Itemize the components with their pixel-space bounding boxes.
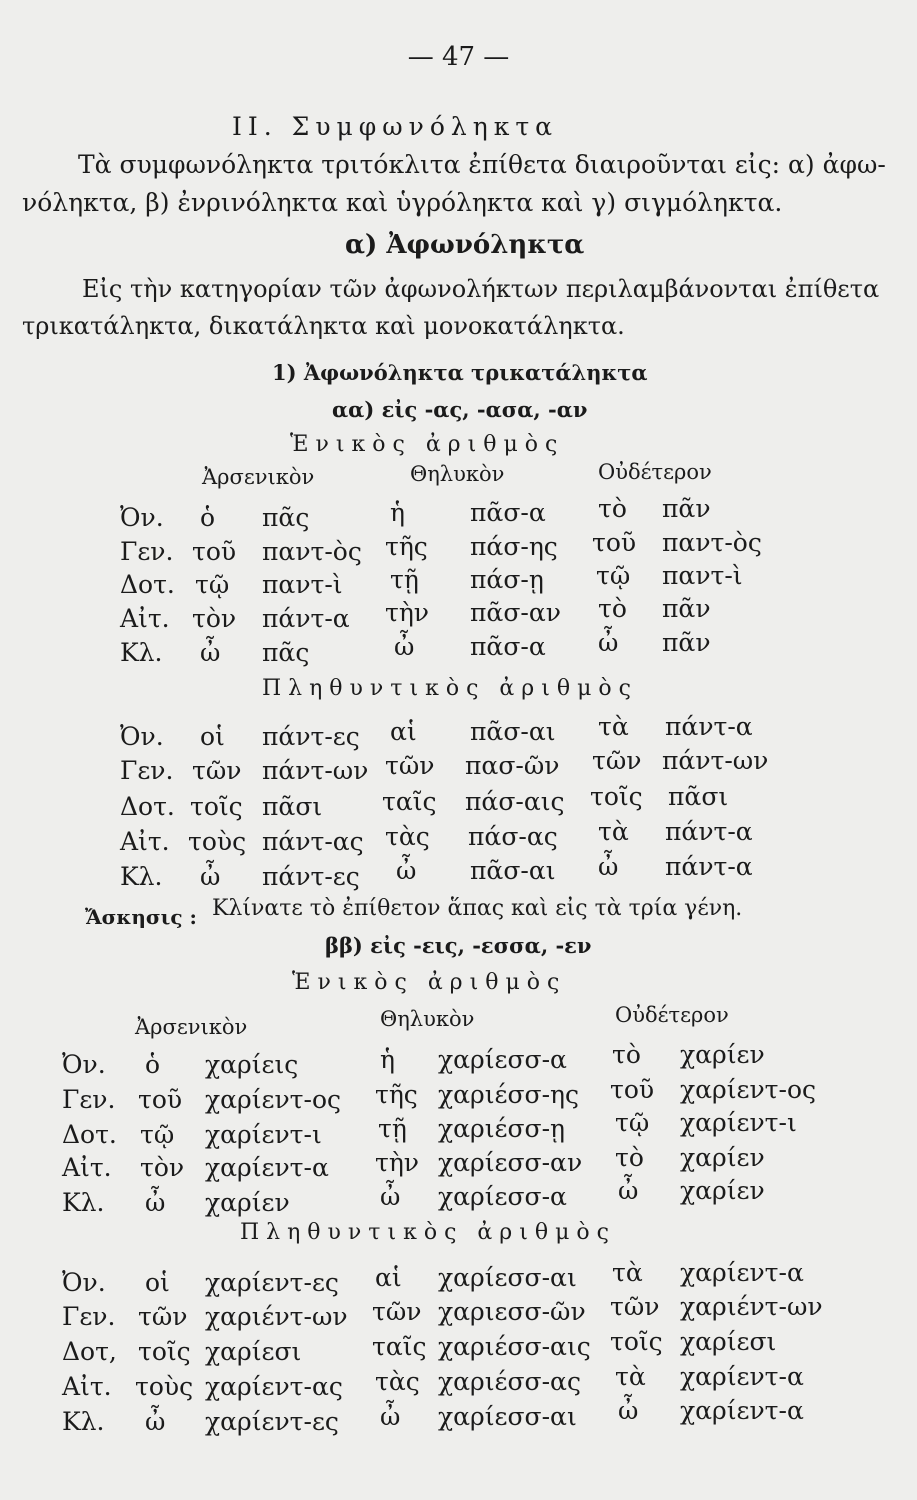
form-fem: πάσ-αις <box>465 787 565 816</box>
article-neut: τὰ <box>612 1258 643 1287</box>
form-fem: χαριέσσ-ας <box>438 1367 581 1396</box>
form-fem: χαριεσσ-ῶν <box>438 1297 586 1326</box>
article-fem: ἡ <box>380 1045 395 1074</box>
article-masc: ὦ <box>200 638 221 667</box>
form-masc: πάντ-ες <box>262 862 360 891</box>
case-label: Αἰτ. <box>62 1153 112 1182</box>
article-neut: τὰ <box>598 817 629 846</box>
article-neut: τῷ <box>596 561 631 590</box>
case-label: Κλ. <box>62 1188 105 1217</box>
article-fem: αἱ <box>375 1263 402 1292</box>
form-fem: πάσ-ης <box>470 532 558 561</box>
article-masc: ὦ <box>145 1407 166 1436</box>
form-neut: πᾶν <box>662 594 711 623</box>
form-neut: παντ-ὶ <box>662 561 743 590</box>
form-masc: χαρίεν <box>205 1188 290 1217</box>
form-neut: πᾶν <box>662 628 711 657</box>
form-masc: χαριέντ-ων <box>205 1302 348 1331</box>
article-neut: ὦ <box>618 1396 639 1425</box>
article-masc: τοὺς <box>188 827 247 856</box>
case-label: Δοτ. <box>120 792 175 821</box>
form-fem: χαρίεσσ-αι <box>438 1402 577 1431</box>
form-neut: πάντ-ων <box>662 746 769 775</box>
form-neut: χαρίεντ-ι <box>680 1108 797 1137</box>
article-fem: τὴν <box>385 598 430 627</box>
case-label: Γεν. <box>120 537 174 566</box>
article-masc: τῶν <box>192 756 242 785</box>
article-neut: τῶν <box>610 1292 660 1321</box>
case-label: Δοτ, <box>62 1337 117 1366</box>
article-fem: ὦ <box>380 1402 401 1431</box>
article-neut: τοῖς <box>610 1327 663 1356</box>
article-fem: τῆς <box>385 532 428 561</box>
form-masc: χαρίεντ-ες <box>205 1407 339 1436</box>
group-bb-gender-neut: Οὐδέτερον <box>615 1003 729 1027</box>
group-aa-singular-label: Ἑνικὸς ἀριθμὸς <box>290 432 565 457</box>
article-fem: ἡ <box>390 498 405 527</box>
article-neut: ὦ <box>598 628 619 657</box>
form-neut: χαρίεντ-α <box>680 1396 804 1425</box>
form-neut: χαρίεντ-α <box>680 1258 804 1287</box>
form-fem: πασ-ῶν <box>465 751 560 780</box>
group-aa-plural-label: Πληθυντικὸς ἀριθμὸς <box>262 676 638 701</box>
article-masc: τῷ <box>195 570 230 599</box>
form-neut: χαρίεντ-α <box>680 1362 804 1391</box>
article-neut: τὸ <box>615 1143 644 1172</box>
group-bb-heading: ββ) εἰς -εις, -εσσα, -εν <box>325 933 592 958</box>
article-fem: τὰς <box>375 1367 420 1396</box>
article-masc: οἱ <box>200 722 225 751</box>
form-neut: χαρίεν <box>680 1143 765 1172</box>
group-aa-gender-masc: Ἀρσενικὸν <box>202 465 315 489</box>
case-label: Δοτ. <box>62 1120 117 1149</box>
article-masc: τὸν <box>192 604 237 633</box>
case-label: Γεν. <box>62 1085 116 1114</box>
exercise-label: Ἄσκησις : <box>85 905 197 929</box>
group-bb-singular-label: Ἑνικὸς ἀριθμὸς <box>292 970 567 995</box>
article-fem: ὦ <box>380 1182 401 1211</box>
form-neut: πάντ-α <box>665 817 753 846</box>
case-label: Γεν. <box>120 756 174 785</box>
form-masc: πᾶς <box>262 638 310 667</box>
article-neut: ὦ <box>618 1176 639 1205</box>
article-fem: ὦ <box>394 632 415 661</box>
form-fem: χαριέσσ-ης <box>438 1080 580 1109</box>
form-fem: χαρίεσσ-αν <box>438 1148 583 1177</box>
form-masc: χαρίεις <box>205 1050 299 1079</box>
group-bb-gender-masc: Ἀρσενικὸν <box>135 1015 248 1039</box>
article-masc: τὸν <box>140 1153 185 1182</box>
form-masc: πάντ-ων <box>262 756 369 785</box>
form-neut: πᾶσι <box>668 782 729 811</box>
case-label: Γεν. <box>62 1302 116 1331</box>
article-masc: ὦ <box>145 1188 166 1217</box>
form-fem: πᾶσ-α <box>470 498 546 527</box>
article-neut: τὸ <box>598 594 627 623</box>
article-neut: τὸ <box>598 494 627 523</box>
form-neut: πᾶν <box>662 494 711 523</box>
form-neut: χαριέντ-ων <box>680 1292 823 1321</box>
case-label: Ὀν. <box>120 503 164 532</box>
article-fem: τὴν <box>375 1148 420 1177</box>
form-fem: χαρίεσσ-αι <box>438 1263 577 1292</box>
form-masc: χαρίεσι <box>205 1337 302 1366</box>
form-neut: χαρίεν <box>680 1040 765 1069</box>
article-masc: ὁ <box>145 1050 161 1079</box>
article-fem: ὦ <box>396 856 417 885</box>
group-bb-gender-fem: Θηλυκὸν <box>380 1007 475 1031</box>
article-neut: τὰ <box>615 1362 646 1391</box>
article-masc: τοῦ <box>138 1085 183 1114</box>
form-neut: χαρίεσι <box>680 1327 777 1356</box>
form-fem: πᾶσ-αι <box>470 856 556 885</box>
intro-line-2: νόληκτα, β) ἐνρινόληκτα καὶ ὑγρόληκτα καὶ γ) σιγμόληκτα. <box>22 188 783 217</box>
article-fem: τῶν <box>372 1297 422 1326</box>
form-masc: παντ-ὶ <box>262 570 343 599</box>
article-fem: τῶν <box>385 751 435 780</box>
form-fem: πάσ-ας <box>468 822 558 851</box>
article-neut: τοῖς <box>590 782 643 811</box>
article-masc: τοῦ <box>192 537 237 566</box>
group-aa-gender-fem: Θηλυκὸν <box>410 462 505 486</box>
article-fem: τῇ <box>390 565 419 594</box>
exercise-text: Κλίνατε τὸ ἐπίθετον ἅπας καὶ εἰς τὰ τρία γένη. <box>212 896 743 921</box>
group-bb-plural-label: Πληθυντικὸς ἀριθμὸς <box>240 1220 616 1245</box>
form-fem: χαρίεσσ-α <box>438 1182 567 1211</box>
article-masc: τῷ <box>140 1120 175 1149</box>
article-masc: τῶν <box>138 1302 188 1331</box>
article-masc: τοῖς <box>138 1337 191 1366</box>
case-label: Κλ. <box>120 862 163 891</box>
article-neut: ὦ <box>598 852 619 881</box>
article-neut: τὰ <box>598 712 629 741</box>
article-fem: τῆς <box>375 1080 418 1109</box>
form-masc: πᾶσι <box>262 792 323 821</box>
form-fem: χαριέσσ-αις <box>438 1332 591 1361</box>
form-neut: πάντ-α <box>665 852 753 881</box>
case-label: Ὀν. <box>62 1268 106 1297</box>
intro-line-1: Τὰ συμφωνόληκτα τριτόκλιτα ἐπίθετα διαιροῦνται εἰς: α) ἀφω- <box>78 150 886 179</box>
article-masc: ὁ <box>200 503 216 532</box>
case-label: Ὀν. <box>120 722 164 751</box>
page-number: — 47 — <box>407 42 510 72</box>
case-label: Κλ. <box>120 638 163 667</box>
form-masc: χαρίεντ-ος <box>205 1085 342 1114</box>
para-a-line-2: τρικατάληκτα, δικατάληκτα καὶ μονοκατάληκτα. <box>22 312 625 340</box>
article-fem: τῇ <box>378 1114 407 1143</box>
form-masc: πᾶς <box>262 503 310 532</box>
article-masc: τοῖς <box>190 792 243 821</box>
form-masc: χαρίεντ-ας <box>205 1372 343 1401</box>
case-label: Αἰτ. <box>120 827 170 856</box>
article-neut: τὸ <box>612 1040 641 1069</box>
form-fem: πᾶσ-αν <box>470 598 561 627</box>
section-title: II. Συμφωνόληκτα <box>232 112 559 141</box>
form-masc: πάντ-ας <box>262 827 364 856</box>
article-fem: ταῖς <box>372 1332 427 1361</box>
form-fem: χαρίεσσ-α <box>438 1045 567 1074</box>
form-masc: παντ-ὸς <box>262 537 362 566</box>
form-fem: χαριέσσ-ῃ <box>438 1114 566 1143</box>
article-masc: τοὺς <box>135 1372 194 1401</box>
article-neut: τοῦ <box>592 528 637 557</box>
heading-1: 1) Ἀφωνόληκτα τρικατάληκτα <box>272 360 648 385</box>
form-neut: χαρίεν <box>680 1176 765 1205</box>
form-fem: πάσ-ῃ <box>470 565 544 594</box>
form-neut: χαρίεντ-ος <box>680 1075 817 1104</box>
form-neut: παντ-ὸς <box>662 528 762 557</box>
article-neut: τῶν <box>592 746 642 775</box>
article-masc: ὦ <box>200 862 221 891</box>
article-neut: τῷ <box>615 1108 650 1137</box>
form-fem: πᾶσ-α <box>470 632 546 661</box>
group-aa-heading: αα) εἰς -ας, -ασα, -αν <box>332 397 588 422</box>
article-masc: οἱ <box>145 1268 170 1297</box>
para-a-line-1: Εἰς τὴν κατηγορίαν τῶν ἀφωνολήκτων περιλαμβάνονται ἐπίθετα <box>82 275 880 303</box>
form-masc: πάντ-α <box>262 604 350 633</box>
form-fem: πᾶσ-αι <box>470 717 556 746</box>
form-masc: χαρίεντ-ι <box>205 1120 322 1149</box>
form-masc: πάντ-ες <box>262 722 360 751</box>
article-fem: αἱ <box>390 717 417 746</box>
article-fem: ταῖς <box>382 787 437 816</box>
form-masc: χαρίεντ-ες <box>205 1268 339 1297</box>
case-label: Κλ. <box>62 1407 105 1436</box>
group-aa-gender-neut: Οὐδέτερον <box>598 460 712 484</box>
article-fem: τὰς <box>385 822 430 851</box>
subsection-a-title: α) Ἀφωνόληκτα <box>345 230 585 260</box>
case-label: Αἰτ. <box>62 1372 112 1401</box>
form-neut: πάντ-α <box>665 712 753 741</box>
case-label: Αἰτ. <box>120 604 170 633</box>
form-masc: χαρίεντ-α <box>205 1153 329 1182</box>
article-neut: τοῦ <box>610 1075 655 1104</box>
case-label: Ὀν. <box>62 1050 106 1079</box>
case-label: Δοτ. <box>120 570 175 599</box>
